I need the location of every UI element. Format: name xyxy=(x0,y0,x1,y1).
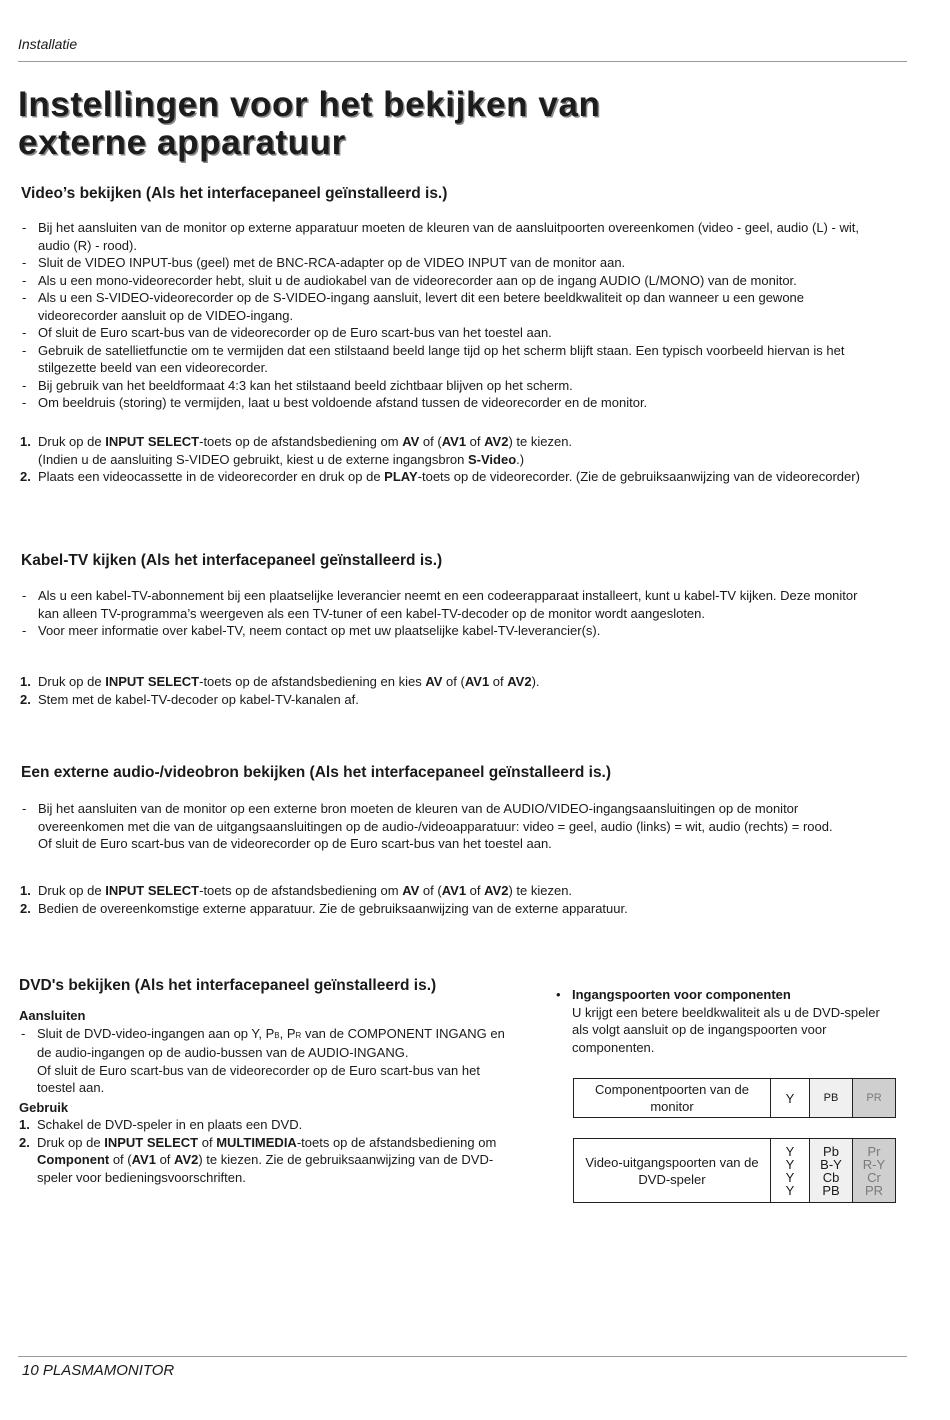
page-title-line-2: externe apparatuur xyxy=(18,123,346,162)
dvd-port-y-column xyxy=(771,1139,810,1203)
footer-rule xyxy=(18,1356,907,1357)
external-step-1: 1. Druk op de INPUT SELECT-toets op de afstandsbediening om AV of (AV1 of AV2) te kiezen. xyxy=(20,883,573,898)
video-steps xyxy=(20,433,870,486)
ports-heading: Ingangspoorten voor componenten xyxy=(572,987,791,1002)
video-bullet: - Sluit de VIDEO INPUT-bus (geel) met de BNC-RCA-adapter op de VIDEO INPUT van de monitor aan. xyxy=(20,254,860,272)
dvd-port-y: Y xyxy=(785,1143,795,1159)
video-bullet: - Als u een mono-videorecorder hebt, sluit u de audiokabel van de videorecorder aan op de ingang AUDIO (L/MONO) van de monitor. xyxy=(20,272,860,290)
dvd-use-heading: Gebruik xyxy=(19,1099,69,1115)
dvd-port-y: Y xyxy=(785,1156,795,1172)
video-bullet: - Bij het aansluiten van de monitor op externe apparatuur moeten de kleuren van de aansluitpoorten overeenkomen (video - geel, audio (L) - wit, audio (R) - rood). xyxy=(20,219,860,254)
video-bullet: - Als u een S-VIDEO-videorecorder op de S-VIDEO-ingang aansluit, levert dit een betere beeldkwaliteit op dan wanneer u een gewone videorecorder aansluit op de VIDEO-ingang. xyxy=(20,289,860,324)
dvd-connect-extra: Of sluit de Euro scart-bus van de videorecorder op de Euro scart-bus van het toestel aan. xyxy=(37,1062,480,1095)
external-step-2: 2. Bedien de overeenkomstige externe apparatuur. Zie de gebruiksaanwijzing van de externe apparatuur. xyxy=(20,900,628,916)
header-rule xyxy=(18,61,907,62)
dvd-heading: DVD's bekijken (Als het interfacepaneel geïnstalleerd is.) xyxy=(19,977,437,994)
dvd-port-y: Y xyxy=(785,1169,795,1185)
monitor-port-pr: PR xyxy=(853,1079,896,1118)
monitor-ports-label: Componentpoorten van de monitor xyxy=(574,1079,771,1118)
cable-heading: Kabel-TV kijken (Als het interfacepaneel geïnstalleerd is.) xyxy=(21,552,443,569)
dvd-port-pb: B-Y xyxy=(820,1156,842,1172)
dvd-ports-table xyxy=(573,1138,896,1203)
video-bullet-continuation: - Bij gebruik van het beeldformaat 4:3 kan het stilstaand beeld zichtbaar blijven op het scherm. xyxy=(20,377,860,395)
dvd-left-column xyxy=(19,1007,511,1186)
cable-steps xyxy=(20,673,870,708)
dvd-port-pb: Cb xyxy=(822,1169,840,1185)
monitor-port-pb: PB xyxy=(810,1079,853,1118)
page-title xyxy=(18,86,601,162)
video-bullets xyxy=(20,219,860,412)
external-steps xyxy=(20,882,870,917)
cable-step-1: 1. Druk op de INPUT SELECT-toets op de afstandsbediening en kies AV of (AV1 of AV2). xyxy=(20,674,540,689)
dvd-step-2: 2. Druk op de INPUT SELECT of MULTIMEDIA-toets op de afstandsbediening om Component of (AV1 of AV2) te kiezen. Zie de gebruiksaanwijzing van de DVD-speler voor bedieningsvoorschriften. xyxy=(19,1134,497,1185)
video-bullet: - Om beeldruis (storing) te vermijden, laat u best voldoende afstand tussen de videorecorder en de monitor. xyxy=(20,394,860,412)
cable-step-2: 2. Stem met de kabel-TV-decoder op kabel-TV-kanalen af. xyxy=(20,691,359,707)
dvd-connect-heading: Aansluiten xyxy=(19,1008,86,1023)
video-bullet: - Gebruik de satellietfunctie om te vermijden dat een stilstaand beeld lange tijd op het scherm blijft staan. Een typisch voorbeeld hiervan is het stilgezette beeld van een videorecorder. xyxy=(20,342,860,377)
video-step-1: 1. Druk op de INPUT SELECT-toets op de afstandsbediening om AV of (AV1 of AV2) te kiezen. (Indien u de aansluiting S-VIDEO gebruikt, kiest u de externe ingangsbron S-Video.) xyxy=(20,434,573,467)
external-bullet: - Bij het aansluiten van de monitor op een externe bron moeten de kleuren van de AUDIO/VIDEO-ingangsaansluitingen op de monitor overeenkomen met die van de uitgangsaansluitingen op de audio-/videoapparatuur: video = geel, audio (links) = wit, audio (rechts) = rood. xyxy=(20,800,865,835)
cable-bullet: - Voor meer informatie over kabel-TV, neem contact op met uw plaatselijke kabel-TV-leverancier(s). xyxy=(20,622,860,640)
ports-bullet xyxy=(556,986,896,1056)
external-heading: Een externe audio-/videobron bekijken (Als het interfacepaneel geïnstalleerd is.) xyxy=(21,764,612,781)
dvd-connect-bullet: - Sluit de DVD-video-ingangen aan op Y, PB, PR van de COMPONENT INGANG en de audio-ingangen op de audio-bussen van de AUDIO-INGANG. xyxy=(19,1025,511,1062)
video-heading: Video’s bekijken (Als het interfacepaneel geïnstalleerd is.) xyxy=(21,185,448,202)
dvd-right-column xyxy=(556,986,896,1056)
dvd-port-pr: PR xyxy=(864,1182,884,1198)
dvd-step-1: 1. Schakel de DVD-speler in en plaats een DVD. xyxy=(19,1117,303,1132)
dvd-ports-label: Video-uitgangspoorten van de DVD-speler xyxy=(574,1139,771,1203)
dvd-port-y: Y xyxy=(785,1182,795,1198)
dvd-port-pr-column xyxy=(853,1139,896,1203)
page-footer: 10 PLASMAMONITOR xyxy=(22,1362,175,1379)
monitor-port-y: Y xyxy=(771,1079,810,1118)
page-title-line-1: Instellingen voor het bekijken van xyxy=(18,85,601,124)
dvd-port-pb: Pb xyxy=(823,1143,839,1159)
video-step-2: 2. Plaats een videocassette in de videorecorder en druk op de PLAY-toets op de videorecorder. (Zie de gebruiksaanwijzing van de videorecorder) xyxy=(20,469,860,484)
dvd-port-pr: R-Y xyxy=(862,1156,886,1172)
external-bullets xyxy=(20,800,865,853)
dvd-port-pr: Cr xyxy=(867,1169,881,1185)
dvd-port-pr: Pr xyxy=(867,1143,881,1159)
external-extra: Of sluit de Euro scart-bus van de videorecorder op de Euro scart-bus van het toestel aan. xyxy=(38,836,552,851)
video-bullet-continuation: - Of sluit de Euro scart-bus van de videorecorder op de Euro scart-bus van het toestel aan. xyxy=(20,324,860,342)
monitor-ports-table xyxy=(573,1078,896,1118)
bullet-dot-icon: • xyxy=(556,987,561,1002)
cable-bullets xyxy=(20,587,860,640)
cable-bullet: - Als u een kabel-TV-abonnement bij een plaatselijke leverancier neemt en een codeerapparaat installeert, kunt u kabel-TV kijken. Deze monitor kan alleen TV-programma’s weergeven als een TV-tuner of een kabel-TV-decoder op de monitor wordt aangesloten. xyxy=(20,587,860,622)
dvd-port-pb-column xyxy=(810,1139,853,1203)
section-label: Installatie xyxy=(18,36,78,52)
ports-description: U krijgt een betere beeldkwaliteit als u de DVD-speler als volgt aansluit op de ingangspoorten voor componenten. xyxy=(572,1004,880,1055)
dvd-port-pb: PB xyxy=(822,1182,840,1198)
